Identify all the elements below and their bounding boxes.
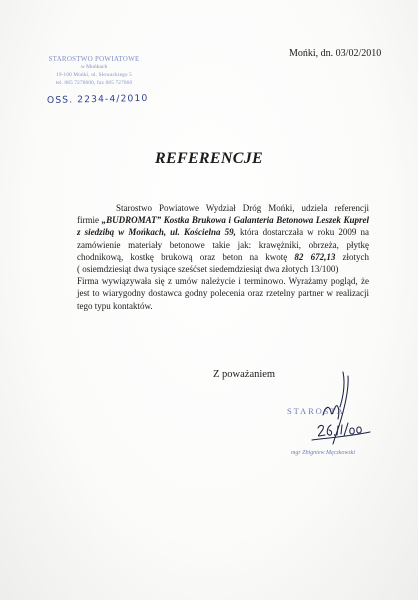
signature-stroke	[337, 426, 338, 435]
body-line	[77, 275, 369, 287]
body-text: jest to wiarygodny dostawca godny polecenia oraz rzetelny partner w realizacji	[77, 288, 369, 299]
signature-stroke	[340, 372, 344, 407]
body-line	[77, 202, 369, 214]
body-text: tego typu kontaktów.	[77, 300, 153, 311]
signature-dot	[334, 434, 335, 435]
stamp-contact: tel. 085 7270600, fax 085 727060	[55, 80, 133, 86]
body-line	[77, 226, 369, 238]
body-text: która dostarczała w roku 2009 na	[235, 227, 369, 238]
body-text: zamówienie materiały betonowe takie jak: krawężniki, obrzeża, płytkę	[77, 239, 369, 250]
handwritten-signature	[288, 368, 378, 463]
body-text: Firma wywiązywała się z umów należycie i terminowo. Wyrażamy pogląd, że	[77, 276, 369, 287]
signature-stroke	[318, 425, 325, 436]
amount: 82 672,13	[294, 251, 336, 262]
body-line	[77, 300, 369, 312]
body-line	[77, 263, 369, 275]
body-text: firmie	[77, 215, 102, 226]
document-title: REFERENCJE	[155, 150, 263, 167]
signature-stroke	[350, 428, 355, 434]
amount-in-words: ( osiemdziesiąt dwa tysiące sześćset siedemdziesiąt dwa złotych 13/100)	[77, 264, 339, 275]
place-and-date: Mońki, dn. 03/02/2010	[289, 48, 382, 59]
body-line	[77, 251, 369, 263]
signature-stamp-name: mgr Zbigniew Męczkowski	[291, 450, 355, 456]
signature-stroke	[323, 406, 339, 419]
body-text: Starostwo Powiatowe Wydział Dróg Mońki, udziela referencji	[116, 203, 369, 213]
handwritten-reference-number: OSS. 2234-4/2010	[46, 92, 149, 106]
stamp-office-name: STAROSTWO POWIATOWE	[48, 55, 140, 63]
body-text: złotych	[335, 251, 369, 262]
signature-stamp-title: STAROSTA	[287, 406, 345, 416]
signature-stroke	[341, 425, 342, 434]
body-line	[77, 287, 369, 299]
body-line	[77, 239, 369, 251]
signature-stroke	[357, 427, 362, 433]
letter-body	[77, 202, 369, 312]
office-stamp	[44, 55, 144, 87]
closing-salutation: Z poważaniem	[213, 369, 276, 380]
company-address: z siedzibą w Mońkach, ul. Kościelna 59,	[77, 227, 236, 238]
body-line	[77, 214, 369, 226]
company-name: „BUDROMAT” Kostka Brukowa i Galanteria Betonowa Leszek Kuprel	[101, 215, 369, 226]
body-text: chodnikową, kostkę brukową oraz beton na kwotę	[77, 251, 295, 262]
signature-stroke	[344, 423, 348, 436]
stamp-address: 19-100 Mońki, ul. Słowackiego 5	[56, 72, 132, 78]
signature-stroke	[327, 425, 331, 435]
stamp-town: w Mońkach	[80, 64, 108, 70]
